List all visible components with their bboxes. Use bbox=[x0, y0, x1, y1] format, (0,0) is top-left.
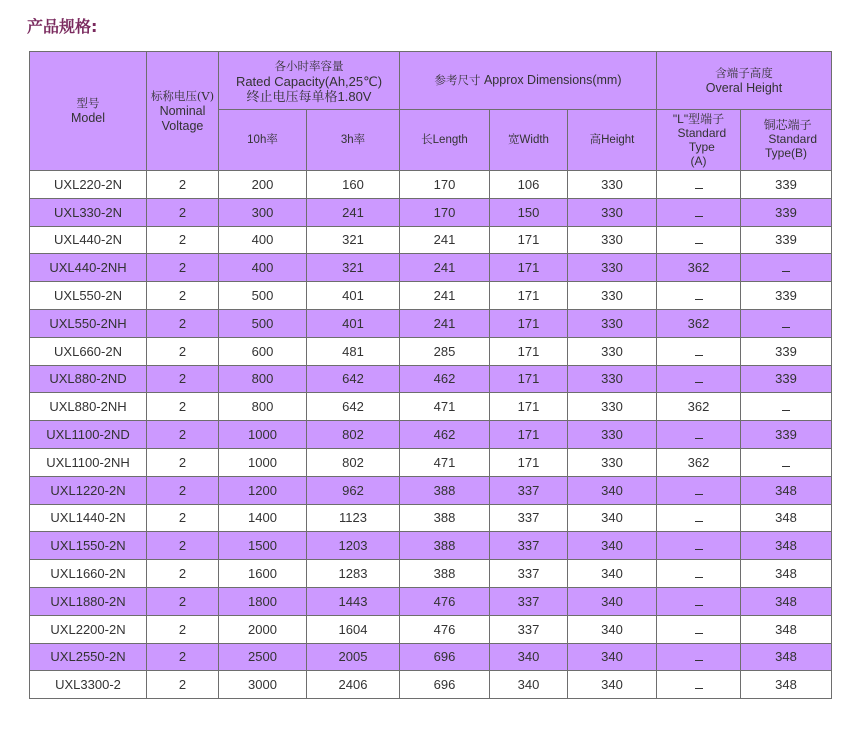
terminal-a-cell: 362 bbox=[657, 309, 741, 337]
table-row bbox=[30, 226, 832, 254]
height-cell: 330 bbox=[568, 226, 657, 254]
length-cell: 476 bbox=[400, 615, 490, 643]
voltage-cell: 2 bbox=[147, 337, 219, 365]
capacity-3h-cell: 642 bbox=[307, 365, 400, 393]
terminal-a-cell: 362 bbox=[657, 254, 741, 282]
table-row bbox=[30, 282, 832, 310]
dash-mark bbox=[695, 346, 703, 356]
header-voltage-en-1: Nominal bbox=[159, 104, 206, 118]
capacity-10h-cell: 400 bbox=[219, 254, 307, 282]
height-cell: 340 bbox=[568, 476, 657, 504]
capacity-10h-cell: 1000 bbox=[219, 448, 307, 476]
dash-mark bbox=[695, 485, 703, 495]
table-row bbox=[30, 560, 832, 588]
dash-mark bbox=[782, 401, 790, 411]
terminal-b-cell: 348 bbox=[741, 532, 832, 560]
terminal-a-cell bbox=[657, 643, 741, 671]
length-cell: 476 bbox=[400, 587, 490, 615]
terminal-a-cell bbox=[657, 337, 741, 365]
table-row bbox=[30, 198, 832, 226]
capacity-10h-cell: 1200 bbox=[219, 476, 307, 504]
model-cell: UXL880-2NH bbox=[30, 393, 147, 421]
dash-mark bbox=[695, 512, 703, 522]
height-cell: 330 bbox=[568, 448, 657, 476]
voltage-cell: 2 bbox=[147, 309, 219, 337]
terminal-b-cell: 348 bbox=[741, 504, 832, 532]
header-terminal-b-2: Standard bbox=[768, 132, 818, 146]
width-cell: 171 bbox=[490, 282, 568, 310]
height-cell: 340 bbox=[568, 643, 657, 671]
capacity-3h-cell: 1604 bbox=[307, 615, 400, 643]
model-cell: UXL1220-2N bbox=[30, 476, 147, 504]
model-cell: UXL440-2NH bbox=[30, 254, 147, 282]
dash-mark bbox=[695, 624, 703, 634]
height-cell: 330 bbox=[568, 365, 657, 393]
voltage-cell: 2 bbox=[147, 171, 219, 199]
terminal-a-cell bbox=[657, 504, 741, 532]
capacity-10h-cell: 1800 bbox=[219, 587, 307, 615]
model-cell: UXL880-2ND bbox=[30, 365, 147, 393]
length-cell: 388 bbox=[400, 560, 490, 588]
voltage-cell: 2 bbox=[147, 448, 219, 476]
capacity-10h-cell: 300 bbox=[219, 198, 307, 226]
table-row bbox=[30, 337, 832, 365]
terminal-b-cell: 348 bbox=[741, 560, 832, 588]
capacity-10h-cell: 500 bbox=[219, 309, 307, 337]
height-cell: 330 bbox=[568, 198, 657, 226]
capacity-10h-cell: 1400 bbox=[219, 504, 307, 532]
table-row bbox=[30, 448, 832, 476]
header-voltage-cn: 标称电压(V) bbox=[150, 89, 215, 103]
terminal-b-cell bbox=[741, 393, 832, 421]
length-cell: 388 bbox=[400, 476, 490, 504]
header-overall-height bbox=[657, 52, 832, 110]
table-row bbox=[30, 421, 832, 449]
terminal-a-cell: 362 bbox=[657, 393, 741, 421]
dash-mark bbox=[695, 429, 703, 439]
model-cell: UXL330-2N bbox=[30, 198, 147, 226]
terminal-b-cell: 348 bbox=[741, 587, 832, 615]
terminal-b-cell: 348 bbox=[741, 615, 832, 643]
height-cell: 330 bbox=[568, 337, 657, 365]
header-height: 高Height bbox=[568, 110, 657, 171]
spec-table-body bbox=[30, 171, 832, 699]
header-model bbox=[30, 52, 147, 171]
height-cell: 340 bbox=[568, 587, 657, 615]
height-cell: 340 bbox=[568, 532, 657, 560]
voltage-cell: 2 bbox=[147, 254, 219, 282]
header-terminal-b-1: 铜芯端子 bbox=[763, 118, 812, 132]
header-capacity-en: Rated Capacity(Ah,25℃) bbox=[235, 73, 383, 89]
terminal-b-cell: 339 bbox=[741, 421, 832, 449]
table-row bbox=[30, 309, 832, 337]
model-cell: UXL1880-2N bbox=[30, 587, 147, 615]
terminal-b-cell: 339 bbox=[741, 226, 832, 254]
table-row bbox=[30, 393, 832, 421]
table-row bbox=[30, 532, 832, 560]
capacity-3h-cell: 802 bbox=[307, 448, 400, 476]
dash-mark bbox=[782, 457, 790, 467]
width-cell: 337 bbox=[490, 504, 568, 532]
terminal-b-cell: 339 bbox=[741, 365, 832, 393]
capacity-3h-cell: 401 bbox=[307, 309, 400, 337]
length-cell: 170 bbox=[400, 171, 490, 199]
table-row bbox=[30, 476, 832, 504]
dash-mark bbox=[695, 540, 703, 550]
model-cell: UXL440-2N bbox=[30, 226, 147, 254]
dash-mark bbox=[695, 234, 703, 244]
height-cell: 330 bbox=[568, 393, 657, 421]
dash-mark bbox=[695, 596, 703, 606]
capacity-3h-cell: 2406 bbox=[307, 671, 400, 699]
dash-mark bbox=[782, 318, 790, 328]
terminal-a-cell bbox=[657, 171, 741, 199]
width-cell: 340 bbox=[490, 643, 568, 671]
model-cell: UXL1550-2N bbox=[30, 532, 147, 560]
length-cell: 241 bbox=[400, 309, 490, 337]
capacity-3h-cell: 321 bbox=[307, 254, 400, 282]
length-cell: 170 bbox=[400, 198, 490, 226]
terminal-b-cell: 339 bbox=[741, 337, 832, 365]
header-length: 长Length bbox=[400, 110, 490, 171]
dash-mark bbox=[695, 679, 703, 689]
header-dimensions-en: Approx Dimensions(mm) bbox=[483, 73, 622, 87]
header-voltage bbox=[147, 52, 219, 171]
length-cell: 241 bbox=[400, 254, 490, 282]
header-voltage-en-2: Voltage bbox=[161, 119, 204, 133]
height-cell: 340 bbox=[568, 671, 657, 699]
table-row bbox=[30, 504, 832, 532]
terminal-b-cell: 339 bbox=[741, 282, 832, 310]
width-cell: 171 bbox=[490, 309, 568, 337]
width-cell: 171 bbox=[490, 421, 568, 449]
capacity-10h-cell: 800 bbox=[219, 365, 307, 393]
width-cell: 150 bbox=[490, 198, 568, 226]
height-cell: 330 bbox=[568, 309, 657, 337]
model-cell: UXL220-2N bbox=[30, 171, 147, 199]
width-cell: 106 bbox=[490, 171, 568, 199]
dash-mark bbox=[695, 179, 703, 189]
length-cell: 388 bbox=[400, 504, 490, 532]
length-cell: 462 bbox=[400, 421, 490, 449]
model-cell: UXL2550-2N bbox=[30, 643, 147, 671]
voltage-cell: 2 bbox=[147, 198, 219, 226]
header-capacity bbox=[219, 52, 400, 110]
height-cell: 340 bbox=[568, 504, 657, 532]
width-cell: 340 bbox=[490, 671, 568, 699]
terminal-a-cell bbox=[657, 615, 741, 643]
capacity-10h-cell: 1000 bbox=[219, 421, 307, 449]
terminal-b-cell: 339 bbox=[741, 198, 832, 226]
capacity-3h-cell: 160 bbox=[307, 171, 400, 199]
voltage-cell: 2 bbox=[147, 393, 219, 421]
table-row bbox=[30, 254, 832, 282]
capacity-10h-cell: 3000 bbox=[219, 671, 307, 699]
spec-table bbox=[29, 51, 832, 699]
model-cell: UXL1100-2ND bbox=[30, 421, 147, 449]
model-cell: UXL550-2NH bbox=[30, 309, 147, 337]
dash-mark bbox=[695, 651, 703, 661]
header-model-en: Model bbox=[70, 111, 106, 125]
header-capacity-voltage: 终止电压每单格1.80V bbox=[246, 88, 372, 104]
header-model-cn: 型号 bbox=[76, 96, 100, 110]
header-rate-3h: 3h率 bbox=[307, 110, 400, 171]
width-cell: 171 bbox=[490, 254, 568, 282]
capacity-3h-cell: 1123 bbox=[307, 504, 400, 532]
voltage-cell: 2 bbox=[147, 476, 219, 504]
height-cell: 330 bbox=[568, 171, 657, 199]
voltage-cell: 2 bbox=[147, 226, 219, 254]
table-row bbox=[30, 643, 832, 671]
length-cell: 241 bbox=[400, 282, 490, 310]
capacity-3h-cell: 802 bbox=[307, 421, 400, 449]
capacity-10h-cell: 2500 bbox=[219, 643, 307, 671]
capacity-10h-cell: 1600 bbox=[219, 560, 307, 588]
length-cell: 471 bbox=[400, 448, 490, 476]
terminal-b-cell: 348 bbox=[741, 643, 832, 671]
length-cell: 388 bbox=[400, 532, 490, 560]
width-cell: 337 bbox=[490, 532, 568, 560]
width-cell: 337 bbox=[490, 615, 568, 643]
header-dimensions bbox=[400, 52, 657, 110]
length-cell: 285 bbox=[400, 337, 490, 365]
terminal-a-cell bbox=[657, 476, 741, 504]
height-cell: 330 bbox=[568, 254, 657, 282]
model-cell: UXL1440-2N bbox=[30, 504, 147, 532]
capacity-3h-cell: 1203 bbox=[307, 532, 400, 560]
capacity-3h-cell: 962 bbox=[307, 476, 400, 504]
model-cell: UXL1660-2N bbox=[30, 560, 147, 588]
height-cell: 330 bbox=[568, 421, 657, 449]
terminal-a-cell bbox=[657, 365, 741, 393]
width-cell: 171 bbox=[490, 337, 568, 365]
capacity-3h-cell: 321 bbox=[307, 226, 400, 254]
width-cell: 171 bbox=[490, 365, 568, 393]
capacity-3h-cell: 241 bbox=[307, 198, 400, 226]
length-cell: 696 bbox=[400, 671, 490, 699]
capacity-3h-cell: 1283 bbox=[307, 560, 400, 588]
terminal-b-cell bbox=[741, 254, 832, 282]
capacity-10h-cell: 500 bbox=[219, 282, 307, 310]
length-cell: 471 bbox=[400, 393, 490, 421]
header-overall-height-en: Overal Height bbox=[705, 80, 783, 95]
length-cell: 462 bbox=[400, 365, 490, 393]
terminal-b-cell bbox=[741, 309, 832, 337]
height-cell: 330 bbox=[568, 282, 657, 310]
terminal-b-cell: 348 bbox=[741, 671, 832, 699]
header-terminal-b bbox=[741, 110, 832, 171]
model-cell: UXL2200-2N bbox=[30, 615, 147, 643]
header-terminal-b-3: Type(B) bbox=[764, 146, 807, 160]
terminal-a-cell bbox=[657, 198, 741, 226]
dash-mark bbox=[695, 373, 703, 383]
width-cell: 337 bbox=[490, 560, 568, 588]
height-cell: 340 bbox=[568, 560, 657, 588]
terminal-b-cell: 339 bbox=[741, 171, 832, 199]
page-title: 产品规格: bbox=[27, 17, 98, 36]
header-terminal-a bbox=[657, 110, 741, 171]
voltage-cell: 2 bbox=[147, 532, 219, 560]
terminal-a-cell bbox=[657, 532, 741, 560]
voltage-cell: 2 bbox=[147, 560, 219, 588]
voltage-cell: 2 bbox=[147, 421, 219, 449]
capacity-3h-cell: 642 bbox=[307, 393, 400, 421]
capacity-10h-cell: 200 bbox=[219, 171, 307, 199]
terminal-a-cell bbox=[657, 671, 741, 699]
terminal-a-cell bbox=[657, 560, 741, 588]
model-cell: UXL1100-2NH bbox=[30, 448, 147, 476]
table-row bbox=[30, 587, 832, 615]
terminal-a-cell bbox=[657, 226, 741, 254]
table-row bbox=[30, 671, 832, 699]
header-terminal-a-4: (A) bbox=[690, 154, 707, 168]
length-cell: 696 bbox=[400, 643, 490, 671]
voltage-cell: 2 bbox=[147, 504, 219, 532]
width-cell: 171 bbox=[490, 393, 568, 421]
width-cell: 171 bbox=[490, 448, 568, 476]
voltage-cell: 2 bbox=[147, 671, 219, 699]
voltage-cell: 2 bbox=[147, 365, 219, 393]
header-capacity-cn: 各小时率容量 bbox=[274, 58, 344, 73]
capacity-3h-cell: 401 bbox=[307, 282, 400, 310]
capacity-10h-cell: 400 bbox=[219, 226, 307, 254]
header-dimensions-cn: 参考尺寸 bbox=[434, 73, 481, 87]
dash-mark bbox=[695, 207, 703, 217]
capacity-10h-cell: 600 bbox=[219, 337, 307, 365]
table-row bbox=[30, 365, 832, 393]
header-overall-height-cn: 含端子高度 bbox=[715, 65, 773, 80]
model-cell: UXL660-2N bbox=[30, 337, 147, 365]
width-cell: 171 bbox=[490, 226, 568, 254]
header-terminal-a-2: Standard bbox=[677, 126, 727, 140]
height-cell: 340 bbox=[568, 615, 657, 643]
width-cell: 337 bbox=[490, 476, 568, 504]
header-width: 宽Width bbox=[490, 110, 568, 171]
model-cell: UXL550-2N bbox=[30, 282, 147, 310]
terminal-a-cell bbox=[657, 282, 741, 310]
capacity-10h-cell: 800 bbox=[219, 393, 307, 421]
capacity-3h-cell: 481 bbox=[307, 337, 400, 365]
dash-mark bbox=[782, 262, 790, 272]
capacity-10h-cell: 2000 bbox=[219, 615, 307, 643]
length-cell: 241 bbox=[400, 226, 490, 254]
terminal-a-cell bbox=[657, 421, 741, 449]
capacity-3h-cell: 2005 bbox=[307, 643, 400, 671]
table-row bbox=[30, 171, 832, 199]
model-cell: UXL3300-2 bbox=[30, 671, 147, 699]
width-cell: 337 bbox=[490, 587, 568, 615]
voltage-cell: 2 bbox=[147, 587, 219, 615]
header-rate-10h: 10h率 bbox=[219, 110, 307, 171]
dash-mark bbox=[695, 290, 703, 300]
table-row bbox=[30, 615, 832, 643]
terminal-a-cell bbox=[657, 587, 741, 615]
terminal-b-cell bbox=[741, 448, 832, 476]
capacity-10h-cell: 1500 bbox=[219, 532, 307, 560]
header-terminal-a-1: "L"型端子 bbox=[672, 112, 725, 126]
voltage-cell: 2 bbox=[147, 282, 219, 310]
voltage-cell: 2 bbox=[147, 615, 219, 643]
terminal-a-cell: 362 bbox=[657, 448, 741, 476]
voltage-cell: 2 bbox=[147, 643, 219, 671]
capacity-3h-cell: 1443 bbox=[307, 587, 400, 615]
terminal-b-cell: 348 bbox=[741, 476, 832, 504]
dash-mark bbox=[695, 568, 703, 578]
header-terminal-a-3: Type bbox=[688, 140, 715, 154]
